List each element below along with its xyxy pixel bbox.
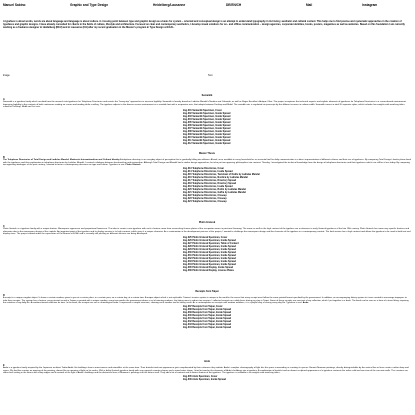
image-link[interactable]: Img-024 Telephone Directories, Closeup [183, 200, 227, 203]
image-link[interactable]: Img-044 Receipts from Taipei, Inside Spread [183, 326, 232, 329]
image-link[interactable]: Img-046 Ando Specimen, Inside Spread [183, 379, 226, 382]
image-link[interactable]: Img-020 Telephone Directories, Bottin by Ladislas Mandel [183, 188, 246, 191]
project-description: Plotin Grotesk is a typeface family with a unique feature. Monospace uppercase and proportional lowercase. The idea to create a new typeface with such a feature came from researching license plates of the occupation zones in post-war Germany. The name as well as the high contrast of the typeface are a reference to early Grotesk typefaces of the late 19th century. Plotin Grotesk has some very specific features and alternates due to the monospace design of the capitals. An important point of the typeface and its display version is its high contrast, which gives it a unique character. As a continuation in the development process of the project, I wanted to challenge the monospace design and the character of the typeface in a contemporary context. The final version has a high contrast and allows the typeface to be used in both text and display sizes. The project started under the supervision of Kai Bernau at ECAL and is currently still pushing as different versions are being developed. [3, 227, 411, 236]
image-link[interactable]: Img-029 Plotin Grotesk Specimen, Inside Spread [183, 248, 236, 251]
image-link[interactable]: Img-003 Semantik Specimen, Inside Spread [183, 116, 231, 119]
image-link[interactable]: Img-011 Semantik Specimen, Inside Spread [183, 139, 231, 142]
image-list [183, 306, 411, 330]
project-letter: D [3, 293, 5, 297]
image-link[interactable]: Img-001 Semantik Specimen, Cover [183, 110, 222, 113]
image-link[interactable]: Img-043 Receipts from Taipei, Inside Spread [183, 323, 232, 326]
project-receipts-from-taipei [3, 290, 411, 330]
project-description: A receipt is a unique singular object. It shows a certain number, given to you at a certain place, in a certain year, on a certain day, at a certain time. A unique object which is not replicable. Taiwan’s invoice system is unique in the world in the sense that every receipt must follow the same printed format specified by the government. In addition, an accompanying lottery system to it was created to encourage taxpayers to take their receipts. The system has a feature, every receipt issued in Taiwan is printed with a unique number, every two months the government draws a set of winning numbers, the lottery aims to reduce tax evasion. I collected receipts on a daily basis during my stay in Taipei. Some of these receipts are now part of my collection, which I put together in a book. The book can be seen as a form of a travel diary, exposing the activities of my daily life. A numbers-based reflection on time. In the book, the receipts are set in chronological order. It represents a simple structure, showing each number and its lottery result. As a contemplation on receipts with random numbers, it is a playful way of seeing every day life. Typeface in use: Ando [3, 296, 409, 305]
image-link[interactable]: Img-033 Plotin Grotesk Specimen, Inside Spread [183, 260, 236, 263]
nav-instagram-link[interactable]: Instagram [362, 3, 378, 7]
image-link[interactable]: Img-045 Ando Specimen, Cover [183, 376, 218, 379]
project-letter: C [3, 224, 5, 228]
image-list [183, 168, 411, 204]
image-link[interactable]: Img-019 Telephone Directories, Inside Spread [183, 185, 233, 188]
image-link[interactable]: Img-040 Receipts from Taipei, Inside Spread [183, 315, 232, 317]
image-link[interactable]: Img-035 Plotin Grotesk Display, Inside Spread [183, 266, 233, 269]
image-link[interactable]: Img-018 Telephone Directories, Directory Spread [183, 182, 237, 185]
image-link[interactable]: Img-030 Plotin Grotesk Specimen, Inside Spread [183, 251, 236, 254]
nav-language-link[interactable]: DE/EN/CH [226, 3, 242, 7]
project-master-thesis [3, 152, 411, 204]
image-link[interactable]: Img-037 Receipts from Taipei, Cover [183, 306, 223, 309]
image-link[interactable]: Img-027 Plotin Grotesk Specimen, Table of Content [183, 243, 239, 246]
image-list [183, 110, 411, 146]
image-link[interactable]: Img-031 Plotin Grotesk Specimen, Inside Spread [183, 254, 236, 257]
image-link[interactable]: Img-015 Telephone Directories, Testsheet of Outils by Ladislas Mandel [183, 174, 260, 177]
image-link[interactable]: Img-005 Semantik Specimen, Inside Spread [183, 121, 231, 124]
image-link[interactable]: Img-028 Plotin Grotesk Specimen, Inside Spread [183, 246, 236, 248]
project-ando [3, 360, 411, 382]
top-nav [0, 0, 415, 8]
image-list [183, 376, 411, 382]
image-link[interactable]: Img-016 Telephone Directories, Nordica by Ladislas Mandel [183, 177, 248, 179]
image-link[interactable]: Img-006 Semantik Specimen, Inside Spread [183, 124, 231, 127]
image-link[interactable]: Img-017 Telephone Directories, Directory Spread [183, 179, 237, 182]
image-link[interactable]: Img-007 Semantik Specimen, Inside Spread [183, 127, 231, 130]
project-letter: E [3, 363, 5, 367]
project-plotin-grotesk [3, 221, 411, 273]
project-description: Ando is a typeface family inspired by the Japanese architect Tadao Andō. His buildings show a massiveness and monolithic at the same time. Their brutalist and raw appearance gets complimented by their calmness they radiate. Ando’s complex choreography of light lets the space surrounding us creating its spaces. Barnett Newman paintings, directly distinguishable by the vertical line or lines create a rather deep and space. We find line creates an opening of the painting, almost like an opening of light on his works. With a bulky Grotesk typeface family with very squarish counter-shapes and a round outer shape, I tried to transfer this elements of Ando’s buildings into a typeface. A combination of brutalist and an almost sculptural appearance of a typeface contrasts the rather cold and raw view of the concrete walls. The counters are rather built cutting in the letters with sharp edges and it reminds of the light in Ando’s buildings and the distinctive lines of Newman’s paintings into the letters itself. They add a lot of contrast and a distinct feature of the typeface. The typeface is available in six weights with matching italics. [3, 366, 409, 375]
image-link[interactable]: Img-002 Semantik Specimen, Inside Spread [183, 113, 231, 116]
nav-discipline-link[interactable]: Graphic and Type Design [70, 3, 109, 7]
intro-text: A typeface is about words, words are about language and language is about culture. A crossing point between type and graphic design as a basis for system – oriented and conceptual design is an attempt to understand typography in its history, aesthetic and cultural context. This helps me to find precise and systematic approaches in the creation of typefaces and graphic designs. I have already consulted for clients in the fields of culture, lifestyle and architecture. Focused on clear and contemporary aesthetics, I develop visual solutions for on– and offline communication – design agencies, corporate identities, books, posters, magazines as well as websites. Based on this foundation I am currently working as a freelance designer in Heidelberg (DEU) and in Lausanne (CH) after my recent graduation in the Master’s program in Type Design at ECAL. [3, 20, 405, 30]
image-link[interactable]: Img-025 Plotin Grotesk Specimen, Cover [183, 237, 228, 240]
nav-location-link[interactable]: Heidelberg/Lausanne [153, 3, 186, 7]
image-link[interactable]: Img-013 Telephone Directories, Cover [183, 168, 225, 171]
project-letter: A [3, 97, 5, 101]
project-title[interactable]: Semantik [201, 94, 213, 97]
project-title[interactable]: Master Thesis [199, 152, 215, 155]
project-description: Semantik is a typeface family which resulted from the research into typefaces for Telephone Directories and revisits the "heavy-top" approaches to increase legibility. Semantik is loosely based on Ladislas Mandel’s Nordica and Colorado, as well as Roger Excoffon’s Antique Olive. The project recaptures the technical aspects and stylistic elements of typefaces for Telephone Directories in a screen-based environment. Improving legibility in the contexts of both continuous reading on screen and reading while scrolling. The typeface adjusts to the diverse screen environment as a variable font with a responsive axis, that adapts between Desktop and Mobil. The variable axis is regulated via javascript by the different screens in column width. Semantik comes in total 20 separate styles, which includes five weights with matching italics suited for Desktop, Mobil and List cuts. [3, 100, 407, 109]
image-link[interactable]: Img-036 Plotin Grotesk Display, License Plates [183, 269, 234, 272]
image-list [183, 237, 411, 273]
image-link[interactable]: Img-041 Receipts from Taipei, Inside Spread [183, 317, 232, 320]
image-link[interactable]: Img-021 Telephone Directories, Galfra by Ladislas Mandel [183, 191, 246, 194]
project-description: The Telephone Directories of Total Design and Ladislas Mandel: Modernist Internationalism and Cultural Identity A telephone directory is an everyday object of perception that is gradually falling into oblivion. A book, once available in every household as an essential tool for daily communication is a direct representation of different cultures and their use of typefaces. By comparing Total Design’s books phone book with the typefaces and their explanation in telephone directories by Ladislas Mandel, I created a dialogue between functionalism and regionalism. Although Total Design and Mandel had a similar design approaches, but also put two opposing philosophies into contrast. Thereby, I investigated the technical knowledge from the design of telephone directories and their typefaces which can still be of use today. By comparing two opposing ideologies of the past century, I wanted to foster a contemporary discourse on type and culture. Typeface in use: Plotin Grotesk [3, 158, 411, 167]
image-link[interactable]: Img-032 Plotin Grotesk Specimen, Inside Spread [183, 257, 236, 260]
image-link[interactable]: Img-010 Semantik Specimen, Inside Spread [183, 136, 231, 139]
image-link[interactable]: Img-022 Telephone Directories, Closeup [183, 194, 227, 197]
project-semantik [3, 94, 411, 146]
project-title[interactable]: Receipts from Taipei [195, 290, 219, 293]
column-header-image: Image [3, 74, 10, 77]
image-link[interactable]: Img-042 Receipts from Taipei, Inside Spread [183, 320, 232, 323]
image-link[interactable]: Img-034 Plotin Grotesk Specimen, Inside Spread [183, 263, 236, 266]
image-link[interactable]: Img-038 Receipts from Taipei, Inside Spread [183, 309, 232, 312]
project-letter: B [3, 155, 5, 159]
image-link[interactable]: Img-008 Semantik Specimen, Inside Spread [183, 130, 231, 133]
image-link[interactable]: Img-039 Receipts from Taipei, Inside Spread [183, 312, 232, 315]
image-link[interactable]: Img-026 Plotin Grotesk Specimen, Inside Spread [183, 240, 236, 243]
image-link[interactable]: Img-023 Telephone Directories, Closeup [183, 197, 227, 200]
image-link[interactable]: Img-004 Semantik Specimen, Inside Spread [183, 119, 231, 121]
image-link[interactable]: Img-014 Telephone Directories, Inside Spread [183, 171, 233, 174]
image-link[interactable]: Img-009 Semantik Specimen, Inside Spread [183, 133, 231, 136]
nav-mail-link[interactable]: Mail [306, 3, 313, 7]
project-title[interactable]: Ando [203, 360, 211, 363]
project-title[interactable]: Plotin Grotesk [198, 221, 216, 224]
image-link[interactable]: Img-012 Semantik Specimen, Inside Spread [183, 142, 231, 145]
column-header-text: Text [208, 74, 213, 77]
nav-name-link[interactable]: Manuel Sabino [3, 3, 26, 7]
